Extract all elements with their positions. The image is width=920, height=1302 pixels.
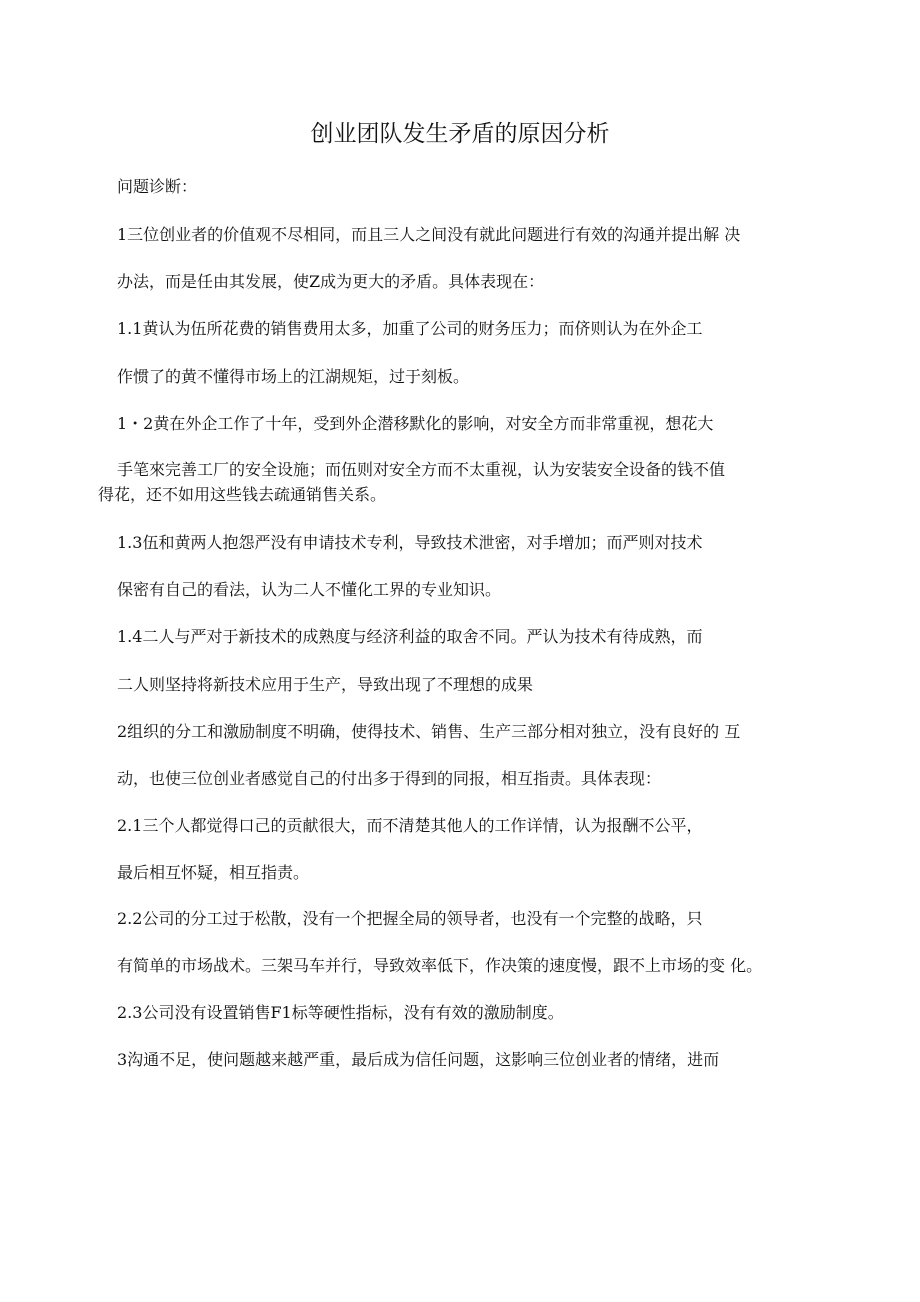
paragraph-line: 办法，而是任由其发展，使Z成为更大的矛盾。具体表现在： [117, 272, 545, 291]
paragraph-line: 最后相互怀疑，相互指责。 [117, 863, 310, 882]
section-heading: 问题诊断： [117, 177, 198, 196]
paragraph-line: 2组织的分工和激励制度不明确，使得技术、销售、生产三部分相对独立，没有良好的 互 [117, 722, 741, 741]
paragraph-line: 1.1黄认为伍所花费的销售费用太多，加重了公司的财务压力；而侪则认为在外企工 [117, 319, 703, 338]
paragraph-line: 得花，还不如用这些钱去疏通销售关系。 [98, 485, 387, 504]
page-title: 创业团队发生矛盾的原因分析 [310, 121, 610, 147]
paragraph-line: 手笔來完善工厂的安全设施；而伍则对安全方而不太重视，认为安装安全设备的钱不值 [117, 460, 726, 479]
paragraph-line: 1三位创业者的价值观不尽相同，而且三人之间没有就此问题进行有效的沟通并提出解 决 [117, 225, 741, 244]
paragraph-line: 2.2公司的分工过于松散，没有一个把握全局的领导者，也没有一个完整的战略，只 [117, 909, 703, 928]
paragraph-line: 1・2黄在外企工作了十年，受到外企潜移默化的影响，对安全方而非常重视，想花大 [117, 414, 714, 433]
paragraph-line: 2.3公司没有设置销售F1标等硬性指标，没有有效的激励制度。 [117, 1003, 564, 1022]
paragraph-line: 3沟通不足，使问题越来越严重，最后成为信任问题，这影响三位创业者的情绪，进而 [117, 1050, 720, 1069]
paragraph-line: 有简单的市场战术。三架马车并行，导致效率低下，作决策的速度慢，跟不上市场的变 化。 [117, 956, 763, 975]
paragraph-line: 1.4二人与严对于新技术的成熟度与经济利益的取舍不同。严认为技术有待成熟，而 [117, 627, 703, 646]
paragraph-line: 2.1三个人都觉得口己的贡献很大，而不清楚其他人的工作详情，认为报酬不公平， [117, 816, 703, 835]
paragraph-line: 保密有自己的看法，认为二人不懂化工界的专业知识。 [117, 580, 502, 599]
paragraph-line: 作惯了的黄不懂得市场上的江湖规矩，过于刻板。 [117, 367, 470, 386]
paragraph-line: 二人则坚持将新技术应用于生产，导致出现了不理想的成果 [117, 675, 534, 694]
paragraph-line: 动，也使三位创业者感觉自己的付出多于得到的同报，相互指责。具体表现： [117, 769, 662, 788]
paragraph-line: 1.3伍和黄两人抱怨严没有申请技术专利，导致技术泄密，对手增加；而严则对技术 [117, 533, 703, 552]
